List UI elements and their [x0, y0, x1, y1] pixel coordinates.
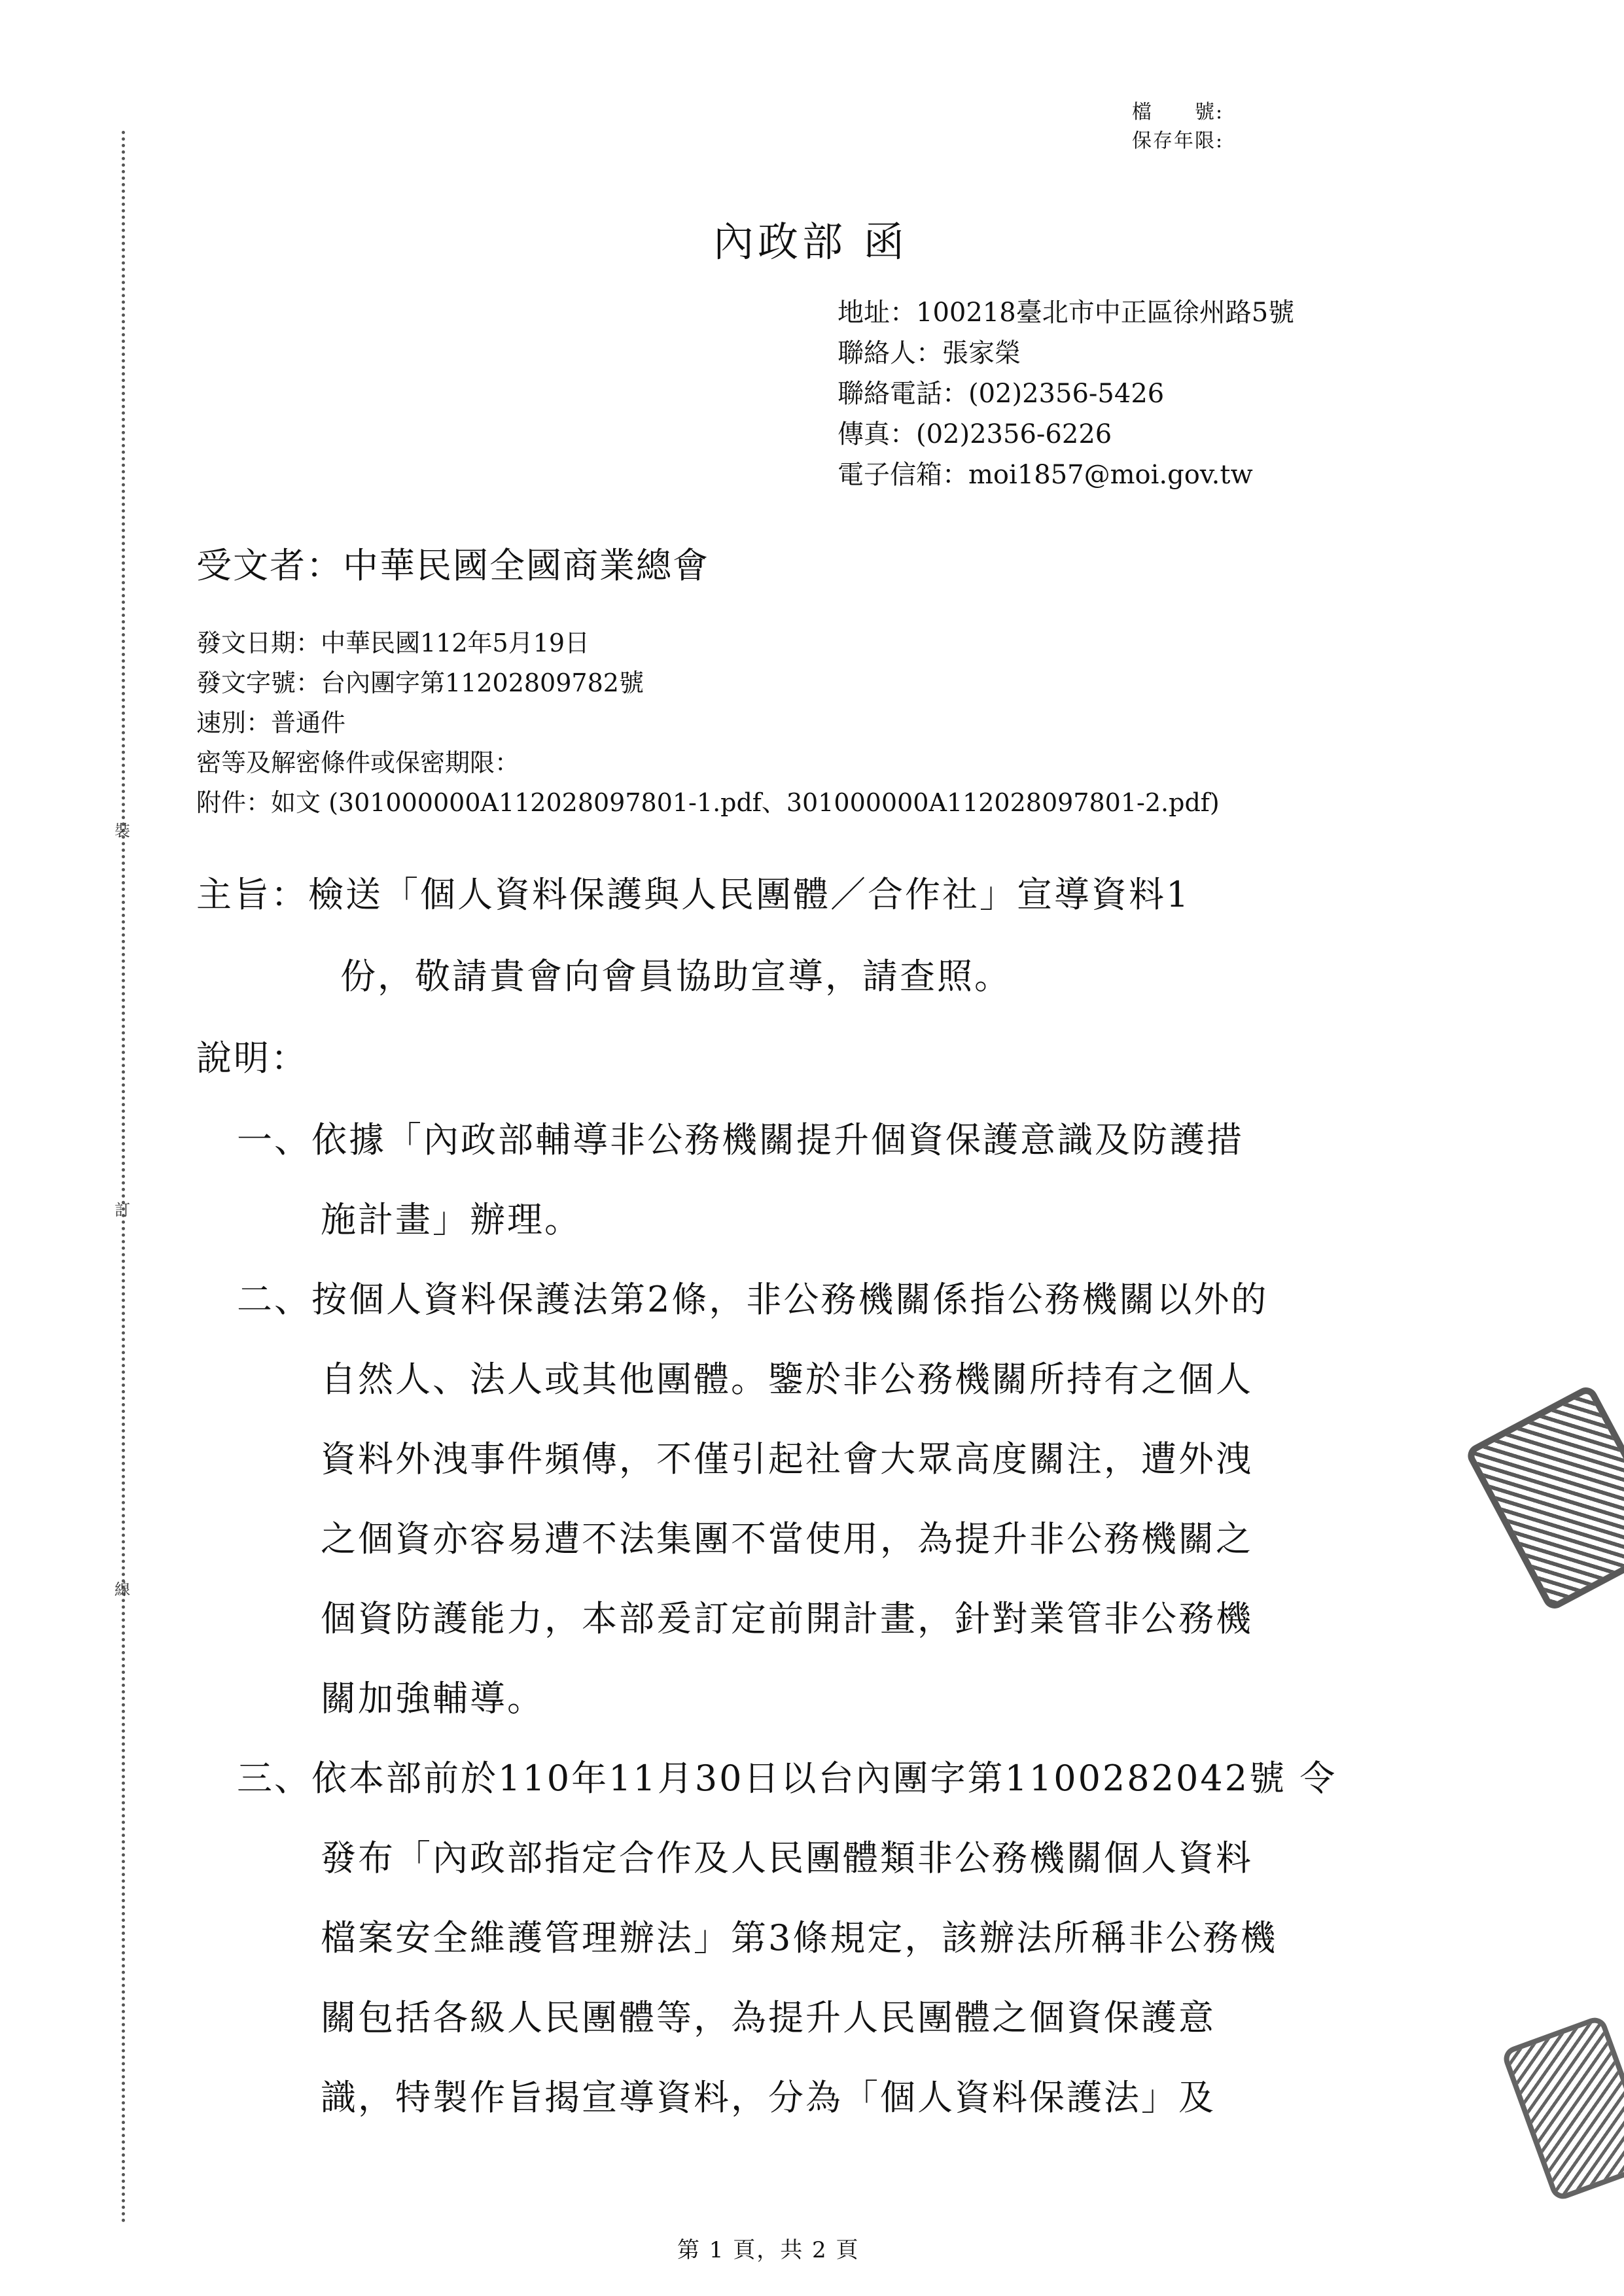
- meta-date: 發文日期：中華民國112年5月19日: [196, 629, 590, 657]
- document-title: 內政部 函: [713, 218, 908, 266]
- recipient: 受文者：中華民國全國商業總會: [196, 545, 709, 586]
- item2-line-1: 二、按個人資料保護法第2條，非公務機關係指公務機關以外的: [237, 1279, 1269, 1320]
- explanation-heading: 說明：: [196, 1037, 308, 1079]
- item3-line-5: 識，特製作旨揭宣導資料，分為「個人資料保護法」及: [321, 2077, 1216, 2118]
- item3-line-2: 發布「內政部指定合作及人民團體類非公務機關個人資料: [321, 1837, 1253, 1879]
- contact-address: 地址：100218臺北市中正區徐州路5號: [838, 298, 1295, 328]
- seal-stamp-icon-2: [1500, 2014, 1624, 2202]
- meta-secrecy: 密等及解密條件或保密期限：: [196, 748, 520, 777]
- seal-stamp-icon: [1464, 1383, 1624, 1613]
- archive-file-no: 檔 號:: [1132, 101, 1224, 124]
- item2-line-4: 之個資亦容易遭不法集團不當使用，為提升非公務機關之: [321, 1518, 1253, 1559]
- archive-retention: 保存年限:: [1132, 130, 1224, 152]
- binding-mark-ding: 訂: [115, 1201, 130, 1219]
- contact-fax: 傳真：(02)2356-6226: [838, 419, 1112, 449]
- contact-phone: 聯絡電話：(02)2356-5426: [838, 379, 1165, 409]
- page-footer: 第 1 頁，共 2 頁: [677, 2237, 860, 2263]
- item2-line-5: 個資防護能力，本部爰訂定前開計畫，針對業管非公務機: [321, 1598, 1253, 1639]
- subject-line-2: 份，敬請貴會向會員協助宣導，請查照。: [340, 956, 1012, 997]
- binding-mark-xian: 線: [115, 1580, 130, 1599]
- item1-line-2: 施計畫」辦理。: [321, 1199, 582, 1240]
- item3-line-1: 三、依本部前於110年11月30日以台內團字第1100282042號 令: [237, 1758, 1337, 1799]
- contact-email: 電子信箱：moi1857@moi.gov.tw: [838, 460, 1253, 490]
- item3-line-3: 檔案安全維護管理辦法」第3條規定，該辦法所稱非公務機: [321, 1917, 1278, 1958]
- meta-attachment: 附件：如文 (301000000A112028097801-1.pdf、301000000A112028097801-2.pdf): [196, 788, 1220, 817]
- item2-line-6: 關加強輔導。: [321, 1678, 544, 1719]
- meta-doc-no: 發文字號：台內團字第11202809782號: [196, 669, 644, 697]
- contact-person: 聯絡人：張家榮: [838, 338, 1021, 368]
- binding-mark-zhuang: 裝: [115, 822, 130, 840]
- binding-line: [122, 131, 125, 2224]
- subject-line-1: 主旨：檢送「個人資料保護與人民團體／合作社」宣導資料1: [196, 874, 1191, 915]
- item2-line-2: 自然人、法人或其他團體。鑒於非公務機關所持有之個人: [321, 1359, 1253, 1400]
- item1-line-1: 一、依據「內政部輔導非公務機關提升個資保護意識及防護措: [237, 1119, 1244, 1160]
- item2-line-3: 資料外洩事件頻傳，不僅引起社會大眾高度關注，遭外洩: [321, 1438, 1253, 1480]
- item3-line-4: 關包括各級人民團體等，為提升人民團體之個資保護意: [321, 1997, 1216, 2038]
- meta-speed: 速別：普通件: [196, 708, 346, 737]
